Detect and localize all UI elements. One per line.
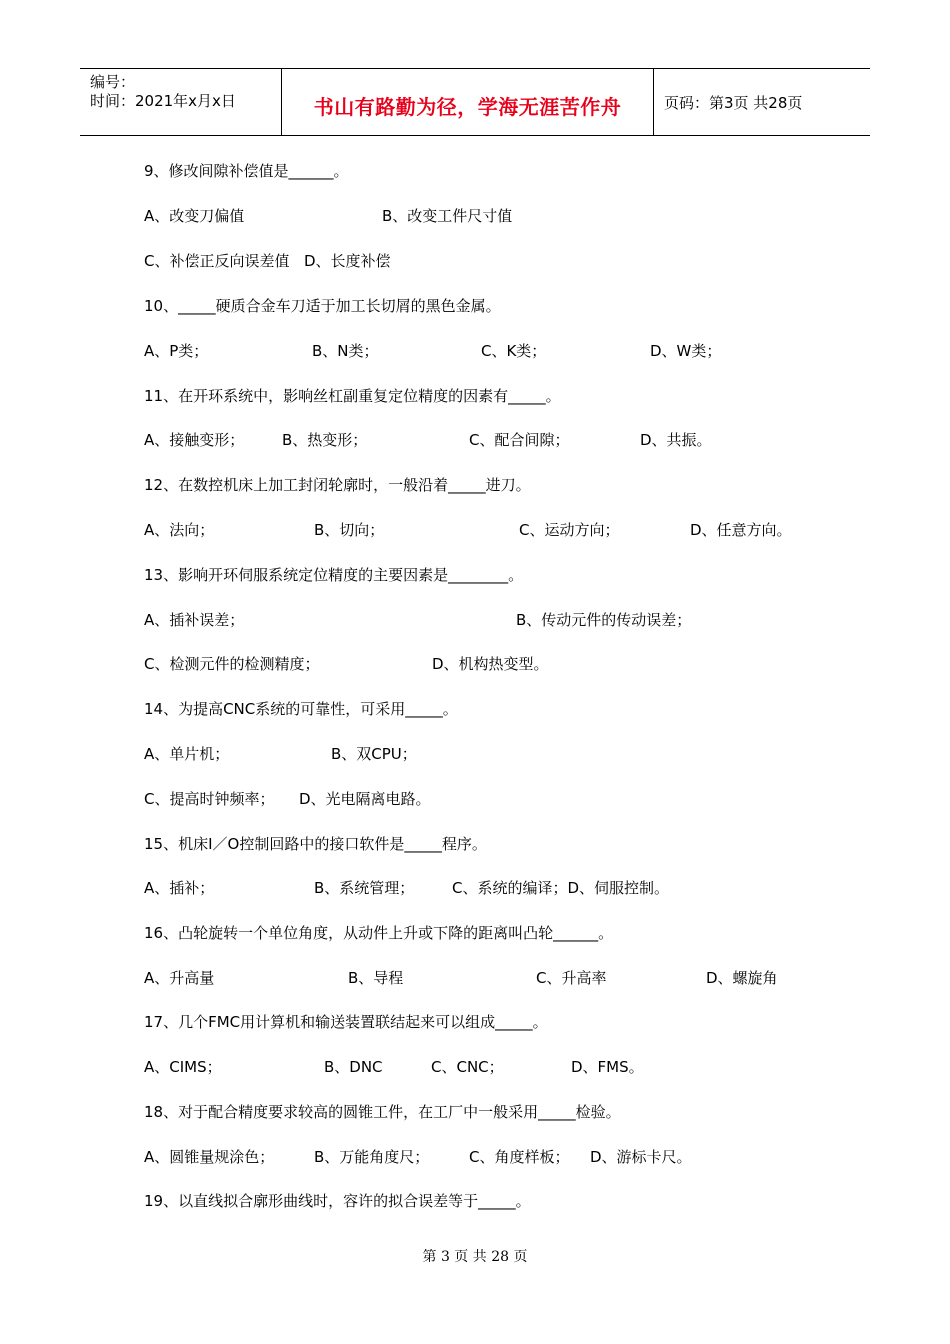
answer-option: A、单片机；	[144, 745, 230, 763]
question-text: 18、对于配合精度要求较高的圆锥工件，在工厂中一般采用_____检验。	[144, 1103, 621, 1121]
answer-option: C、系统的编译；D、伺服控制。	[452, 879, 670, 897]
answer-option: C、运动方向；	[519, 521, 620, 539]
answer-option: B、导程	[348, 969, 404, 987]
question-text: 9、修改间隙补偿值是______。	[144, 162, 349, 180]
answer-option: B、万能角度尺；	[314, 1148, 430, 1166]
option-row	[144, 654, 864, 674]
question-text: 14、为提高CNC系统的可靠性，可采用_____。	[144, 700, 458, 718]
header-meta	[80, 69, 282, 135]
answer-option: C、检测元件的检测精度；	[144, 655, 320, 673]
option-row	[144, 789, 864, 809]
answer-option: A、圆锥量规涂色；	[144, 1148, 275, 1166]
option-row	[144, 1147, 864, 1167]
answer-option: D、共振。	[640, 431, 712, 449]
answer-option: B、切向；	[314, 521, 385, 539]
number-label: 编号：	[90, 73, 136, 91]
date-label: 时间：2021年x月x日	[90, 92, 236, 110]
answer-option: C、升高率	[536, 969, 607, 987]
question-text: 10、_____硬质合金车刀适于加工长切屑的黑色金属。	[144, 297, 501, 315]
answer-option: A、升高量	[144, 969, 215, 987]
answer-option: A、接触变形；	[144, 431, 245, 449]
page-label: 页码：第3页 共28页	[664, 93, 803, 112]
answer-option: B、改变工件尺寸值	[382, 207, 513, 225]
answer-option: B、热变形；	[282, 431, 368, 449]
page-header	[80, 68, 870, 136]
option-row	[144, 610, 864, 630]
answer-option: C、补偿正反向误差值	[144, 252, 290, 270]
answer-option: B、N类；	[312, 342, 379, 360]
answer-option: D、光电隔离电路。	[299, 790, 431, 808]
question-text: 15、机床I／O控制回路中的接口软件是_____程序。	[144, 835, 487, 853]
option-row	[144, 878, 864, 898]
page-footer: 第 3 页 共 28 页	[422, 1249, 528, 1265]
answer-option: B、传动元件的传动误差；	[516, 611, 692, 629]
answer-option: A、P类；	[144, 342, 209, 360]
answer-option: C、提高时钟频率；	[144, 790, 275, 808]
option-row	[144, 520, 864, 540]
option-row	[144, 251, 864, 271]
question-text: 17、几个FMC用计算机和输送装置联结起来可以组成_____。	[144, 1013, 548, 1031]
motto-text: 书山有路勤为径，学海无涯苦作舟	[313, 94, 622, 119]
option-row	[144, 1057, 864, 1077]
answer-option: D、螺旋角	[706, 969, 778, 987]
question-text: 12、在数控机床上加工封闭轮廓时，一般沿着_____进刀。	[144, 476, 531, 494]
answer-option: C、CNC；	[431, 1058, 504, 1076]
question-text: 19、以直线拟合廓形曲线时，容许的拟合误差等于_____。	[144, 1192, 531, 1210]
option-row	[144, 968, 864, 988]
question-text: 13、影响开环伺服系统定位精度的主要因素是________。	[144, 566, 524, 584]
header-page-cell	[654, 69, 870, 135]
answer-option: D、W类；	[650, 342, 722, 360]
answer-option: A、CIMS；	[144, 1058, 222, 1076]
answer-option: D、FMS。	[571, 1058, 644, 1076]
option-row	[144, 206, 864, 226]
answer-option: A、插补；	[144, 879, 215, 897]
answer-option: C、配合间隙；	[469, 431, 570, 449]
answer-option: A、法向；	[144, 521, 215, 539]
answer-option: D、任意方向。	[690, 521, 792, 539]
answer-option: B、系统管理；	[314, 879, 415, 897]
answer-option: B、DNC	[324, 1058, 383, 1076]
answer-option: D、机构热变型。	[432, 655, 549, 673]
answer-option: B、双CPU；	[331, 745, 417, 763]
answer-option: C、角度样板；	[469, 1148, 570, 1166]
answer-option: D、长度补偿	[304, 252, 391, 270]
answer-option: D、游标卡尺。	[590, 1148, 692, 1166]
option-row	[144, 744, 864, 764]
question-text: 16、凸轮旋转一个单位角度，从动件上升或下降的距离叫凸轮______。	[144, 924, 614, 942]
answer-option: A、改变刀偏值	[144, 207, 245, 225]
option-row	[144, 341, 864, 361]
question-text: 11、在开环系统中，影响丝杠副重复定位精度的因素有_____。	[144, 387, 561, 405]
option-row	[144, 430, 864, 450]
header-motto-cell	[282, 69, 654, 135]
answer-option: C、K类；	[481, 342, 547, 360]
answer-option: A、插补误差；	[144, 611, 245, 629]
